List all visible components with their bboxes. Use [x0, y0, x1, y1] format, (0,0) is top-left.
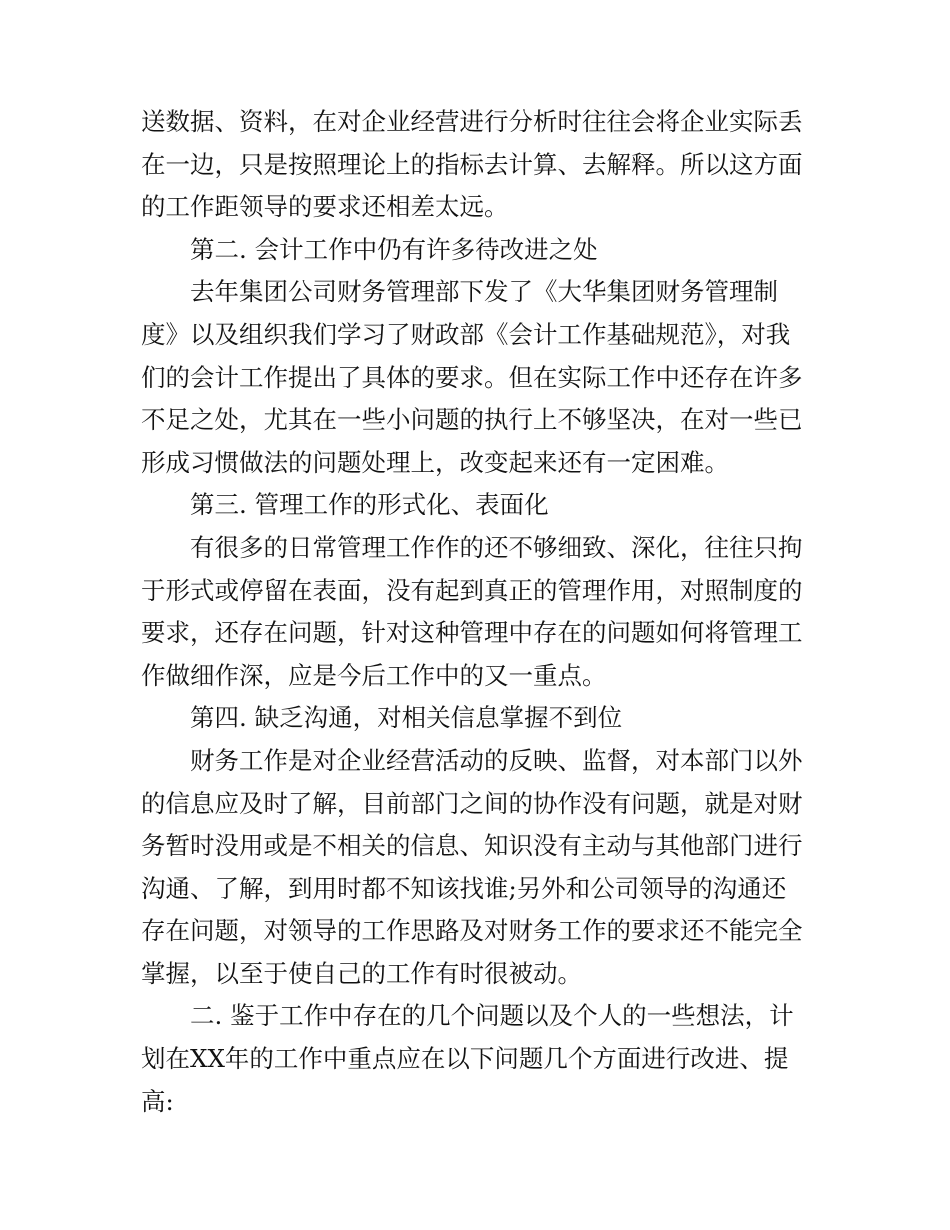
- text-line: 务暂时没用或是不相关的信息、知识没有主动与其他部门进行: [141, 831, 803, 861]
- body-text: [141, 101, 813, 1123]
- text-line: 送数据、资料，在对企业经营进行分析时往往会将企业实际丢: [141, 107, 803, 136]
- paragraph-1: [141, 101, 813, 229]
- paragraph-3: [141, 527, 813, 697]
- section-heading-4: [141, 697, 813, 740]
- text-line: 第四. 缺乏沟通，对相关信息掌握不到位: [190, 703, 623, 733]
- text-line: 的信息应及时了解，目前部门之间的协作没有问题，就是对财: [141, 788, 803, 818]
- text-line: 财务工作是对企业经营活动的反映、监督，对本部门以外: [190, 745, 803, 775]
- text-line: 有很多的日常管理工作作的还不够细致、深化，往往只拘: [190, 532, 803, 562]
- text-line: 要求，还存在问题，针对这种管理中存在的问题如何将管理工: [141, 618, 803, 648]
- text-line: 掌握，以至于使自己的工作有时很被动。: [141, 958, 582, 988]
- text-line: 沟通、了解，到用时都不知该找谁;另外和公司领导的沟通还: [141, 873, 787, 903]
- text-line: 二. 鉴于工作中存在的几个问题以及个人的一些想法，计: [190, 1001, 794, 1031]
- text-line: 第三. 管理工作的形式化、表面化: [190, 490, 549, 520]
- text-line: 度》以及组织我们学习了财政部《会计工作基础规范》，对我: [141, 319, 791, 349]
- text-line: 不足之处，尤其在一些小问题的执行上不够坚决，在对一些已: [141, 405, 803, 435]
- text-line: 去年集团公司财务管理部下发了《大华集团财务管理制: [190, 277, 778, 307]
- text-line: 作做细作深，应是今后工作中的又一重点。: [141, 660, 607, 690]
- text-line: 存在问题，对领导的工作思路及对财务工作的要求还不能完全: [141, 916, 803, 946]
- paragraph-4: [141, 740, 813, 996]
- text-line: 高:: [141, 1086, 174, 1116]
- section-heading-2: [141, 229, 813, 272]
- text-line: 第二. 会计工作中仍有许多待改进之处: [190, 234, 598, 264]
- text-line: 们的会计工作提出了具体的要求。但在实际工作中还存在许多: [141, 362, 803, 392]
- text-line: 在一边，只是按照理论上的指标去计算、去解释。所以这方面: [141, 149, 803, 179]
- section-heading-part-2: [141, 995, 813, 1123]
- paragraph-2: [141, 271, 813, 484]
- text-line: 形成习惯做法的问题处理上，改变起来还有一定困难。: [141, 447, 729, 477]
- text-line: 的工作距领导的要求还相差太远。: [141, 192, 509, 222]
- text-line: 于形式或停留在表面，没有起到真正的管理作用，对照制度的: [141, 575, 803, 605]
- text-line: 划在XX年的工作中重点应在以下问题几个方面进行改进、提: [141, 1044, 789, 1074]
- section-heading-3: [141, 484, 813, 527]
